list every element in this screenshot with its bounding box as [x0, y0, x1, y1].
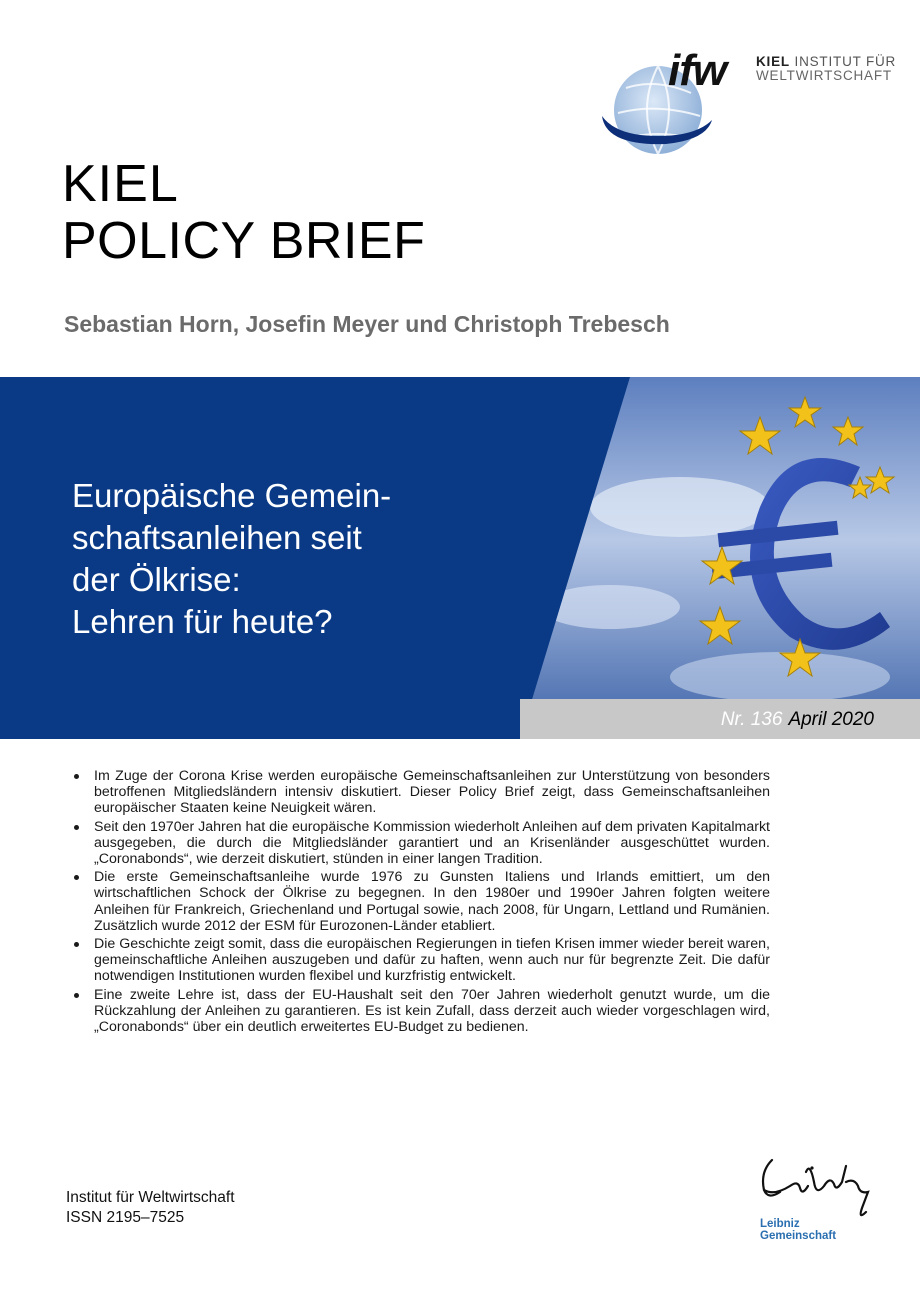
- list-item: [70, 869, 770, 934]
- brief-title-line: Europäische Gemein-: [72, 477, 392, 514]
- list-item: [70, 768, 770, 817]
- institute-name: [756, 55, 896, 83]
- issue-info: [721, 709, 874, 731]
- footer-issn: ISSN 2195–7525: [66, 1209, 185, 1226]
- bullet-icon: [74, 875, 79, 880]
- brief-title-line: Lehren für heute?: [72, 603, 333, 640]
- leibniz-line1: Leibniz: [760, 1218, 800, 1230]
- leibniz-logo: [750, 1152, 880, 1252]
- institute-fuer: INSTITUT FÜR: [794, 54, 897, 69]
- brief-title-line: der Ölkrise:: [72, 561, 241, 598]
- bullet-icon: [74, 774, 79, 779]
- bullet-text: Die erste Gemeinschaftsanleihe wurde 1976 zu Gunsten Italiens und Irlands emittiert, um den wirtschaftlichen Schock der Ölkrise zu begegnen. In den 1980er und 1990er Jahren folgten weitere Anleihen für Frankreich, Griechenland und Portugal sowie, nach 2008, für Ungarn, Lettland und Rumänien. Zusätzlich wurde 2012 der ESM für Eurozonen-Länder etabliert.: [94, 869, 770, 934]
- ifw-logo: [596, 40, 906, 165]
- bullet-icon: [74, 993, 79, 998]
- authors: Sebastian Horn, Josefin Meyer und Christoph Trebesch: [64, 311, 670, 337]
- ifw-wordmark: ifw: [668, 46, 727, 95]
- leibniz-signature-icon: [750, 1152, 880, 1222]
- brief-title: [72, 475, 542, 643]
- summary-bullets: [70, 768, 770, 1037]
- bullet-icon: [74, 825, 79, 830]
- list-item: [70, 987, 770, 1036]
- bullet-text: Seit den 1970er Jahren hat die europäische Kommission wiederholt Anleihen auf dem privaten Kapitalmarkt ausgegeben, die durch die Mitgliedsländer garantiert und an Krisenländer ausgeschüttet wurden. „Coronabonds“, wie derzeit diskutiert, stünden in einer langen Tradition.: [94, 818, 770, 868]
- list-item: [70, 936, 770, 985]
- footer-institute: Institut für Weltwirtschaft: [66, 1189, 235, 1206]
- footer-info: [66, 1188, 235, 1228]
- bullet-text: Eine zweite Lehre ist, dass der EU-Haushalt seit den 70er Jahren wiederholt genutzt wurde, um die Rückzahlung der Anleihen zu garantieren. Es ist kein Zufall, dass derzeit auch wieder vorgeschlagen wird, „Coronabonds“ über ein deutlich erweitertes EU-Budget zu bedienen.: [94, 986, 770, 1036]
- institute-weltwirtschaft: WELTWIRTSCHAFT: [756, 68, 892, 83]
- leibniz-wordmark: [760, 1218, 836, 1242]
- leibniz-line2: Gemeinschaft: [760, 1230, 837, 1242]
- brief-title-line: schaftsanleihen seit: [72, 519, 362, 556]
- issue-number: Nr. 136: [720, 709, 783, 730]
- institute-kiel: KIEL: [756, 54, 790, 69]
- issue-date: April 2020: [788, 709, 874, 730]
- list-item: [70, 819, 770, 868]
- bullet-icon: [74, 942, 79, 947]
- series-title-line1: KIEL: [62, 155, 179, 213]
- title-banner: [0, 377, 920, 739]
- bullet-text: Die Geschichte zeigt somit, dass die europäischen Regierungen in tiefen Krisen immer wieder bereit waren, gemeinschaftliche Anleihen auszugeben und dafür zu haften, wenn auch nur für begrenzte Zeit. Die dafür notwendigen Institutionen wurden flexibel und kurzfristig entwickelt.: [94, 936, 770, 985]
- bullet-text: Im Zuge der Corona Krise werden europäische Gemeinschaftsanleihen zur Unterstützung von besonders betroffenen Mitgliedsländern intensiv diskutiert. Dieser Policy Brief zeigt, dass Gemeinschaftsanleihen europäischer Staaten keine Neuigkeit wären.: [94, 768, 770, 817]
- series-title-line2: POLICY BRIEF: [62, 212, 426, 270]
